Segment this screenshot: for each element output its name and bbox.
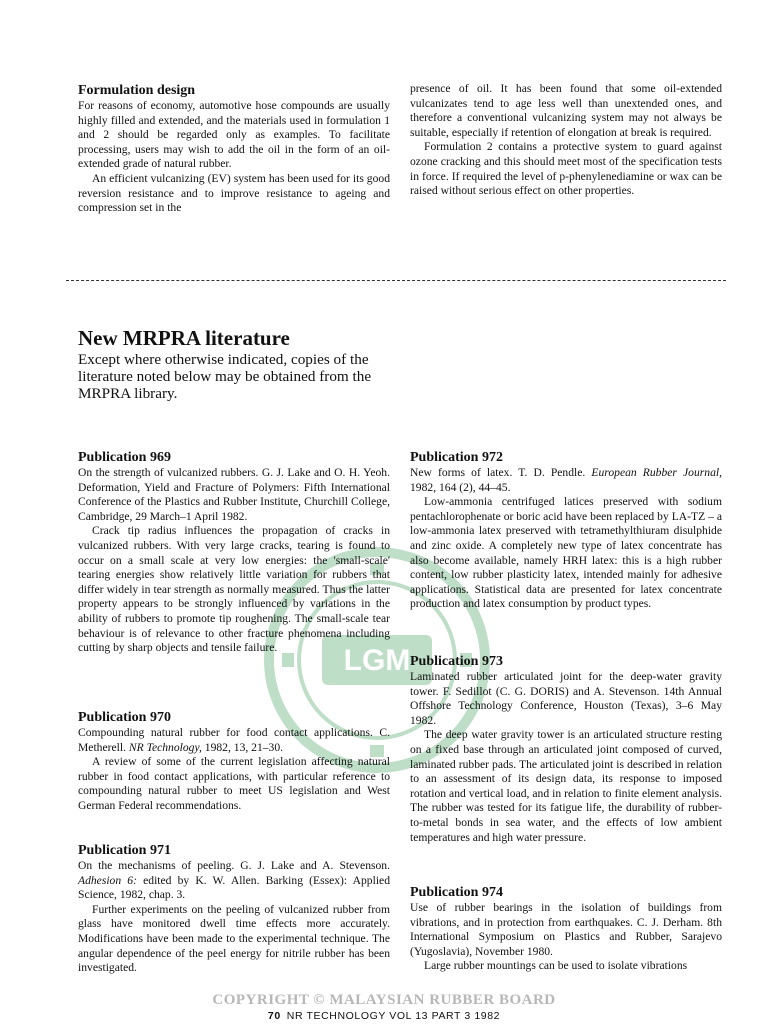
publication-title: Publication 971 [78,843,171,858]
publication-970 [78,709,390,814]
publication-971 [78,842,390,976]
publication-citation [78,726,390,755]
journal-info: NR TECHNOLOGY VOL 13 PART 3 1982 [286,1010,501,1022]
publication-abstract: A review of some of the current legislation affecting natural rubber in food contact applications, with particular reference to compounding natural rubber to meet US legislation and West German Federal recommendations. [78,755,390,812]
citation-tail: edited by K. W. Allen. Barking (Essex): Applied Science, 1982, chap. 3. [78,873,390,902]
section-heading: Formulation design [78,83,196,98]
literature-title: New MRPRA literature [78,326,290,350]
publication-973 [410,653,722,845]
seal-center-text: LGM [343,644,411,677]
publication-972 [410,449,722,612]
publication-969 [78,449,390,656]
publication-abstract: Large rubber mountings can be used to isolate vibrations [424,959,688,973]
publication-citation [78,859,390,903]
citation-journal: NR Technology, [128,740,202,754]
publication-citation [410,466,722,495]
citation-text: New forms of latex. T. D. Pendle. [410,466,586,479]
publication-abstract: The deep water gravity tower is an articulated structure resting on a fixed base through an articulated joint composed of curved, laminated rubber pads. The articulated joint is described in relation to an assessment of its design data, its response to imposed rotation and vertical load, and in relation to finite element analysis. The rubber was tested for its fatigue life, the durability of rubber-to-metal bonds in sea water, and the effects of low ambient temperatures and high water pressure. [410,728,722,844]
top-left-column [78,82,390,216]
page-number: 70 [267,1010,281,1022]
publication-title: Publication 972 [410,450,503,465]
citation-text: On the mechanisms of peeling. G. J. Lake and A. Stevenson. [78,859,390,872]
citation-journal: Adhesion 6: [78,873,137,887]
publication-title: Publication 970 [78,710,171,725]
publication-abstract: Low-ammonia centrifuged latices preserved with sodium pentachlorophenate or boric acid have been replaced by LA-TZ – a low-ammonia latex preserved with tetramethylthiuram disulphide and zinc oxide. A completely new type of latex concentrate has also become available, namely HRH latex: this is a high rubber content, low rubber plasticity latex, intended mainly for adhesive applications. Statistical data are presented for latex concentrate production and latex consumption by product types. [410,495,722,611]
paragraph: Formulation 2 contains a protective system to guard against ozone cracking and this should meet most of the specification tests in force. If required the level of p-phenylenediamine or wax can be raised without serious effect on other properties. [410,140,722,198]
top-right-column [410,82,722,199]
publication-citation: On the strength of vulcanized rubbers. G. J. Lake and O. H. Yeoh. Deformation, Yield and Fracture of Polymers: Fifth International Conference of the Plastics and Rubber Institute, Churchill College, Cambridge, 29 March–1 April 1982. [78,466,390,523]
publication-title: Publication 973 [410,654,503,669]
publication-title: Publication 969 [78,450,171,465]
publication-abstract: Crack tip radius influences the propagation of cracks in vulcanized rubbers. With very large cracks, tearing is found to occur on a small scale at very low energies: the 'small-scale' tearing energies show relatively little variation for rubbers that differ widely in tear strength as normally measured. Thus the latter property appears to be strongly influenced by variations in the ability of rubbers to promote tip roughening. The small-scale tear behaviour is of relevance to other fracture phenomena including cutting by sharp objects and tensile failure. [78,524,390,655]
paragraph: For reasons of economy, automotive hose compounds are usually highly filled and extended, and the materials used in formulation 1 and 2 should be regarded only as examples. To facilitate processing, users may wish to add the oil in the form of an oil-extended grade of natural rubber. [78,99,390,171]
citation-tail: 1982, 13, 21–30. [204,740,284,754]
citation-text: Compounding natural rubber for food contact applications. C. Metherell. [78,726,390,754]
publication-citation: Laminated rubber articulated joint for the deep-water gravity tower. F. Sedillot (C. G. DORIS) and A. Stevenson. 14th Annual Offshore Technology Conference, Houston (Texas), 3–6 May 1982. [410,670,722,727]
citation-tail: 1982, 164 (2), 44–45. [410,480,511,494]
paragraph: presence of oil. It has been found that some oil-extended vulcanizates tend to age less well than unextended ones, and therefore a conventional vulcanizing system may not always be suitable, especially if retention of elongation at break is required. [410,82,722,139]
citation-journal: European Rubber Journal, [591,466,722,479]
literature-intro: Except where otherwise indicated, copies of the literature noted below may be obtained from the MRPRA library. [78,351,372,402]
publication-title: Publication 974 [410,885,503,900]
paragraph: An efficient vulcanizing (EV) system has been used for its good reversion resistance and to improve resistance to ageing and compression set in the [78,171,390,215]
publication-974 [410,884,722,974]
page-footer [0,1010,768,1022]
copyright-notice: COPYRIGHT © MALAYSIAN RUBBER BOARD [212,992,556,1008]
publication-citation: Use of rubber bearings in the isolation of buildings from vibrations, and in protection from earthquakes. C. J. Derham. 8th International Symposium on Plastics and Rubber, Sarajevo (Yugoslavia), November 1980. [410,901,722,958]
section-divider [66,280,726,281]
publication-abstract: Further experiments on the peeling of vulcanized rubber from glass have monitored dwell time effects more accurately. Modifications have been made to the experimental technique. The angular dependence of the peel energy for nitrile rubber has been investigated. [78,902,390,975]
